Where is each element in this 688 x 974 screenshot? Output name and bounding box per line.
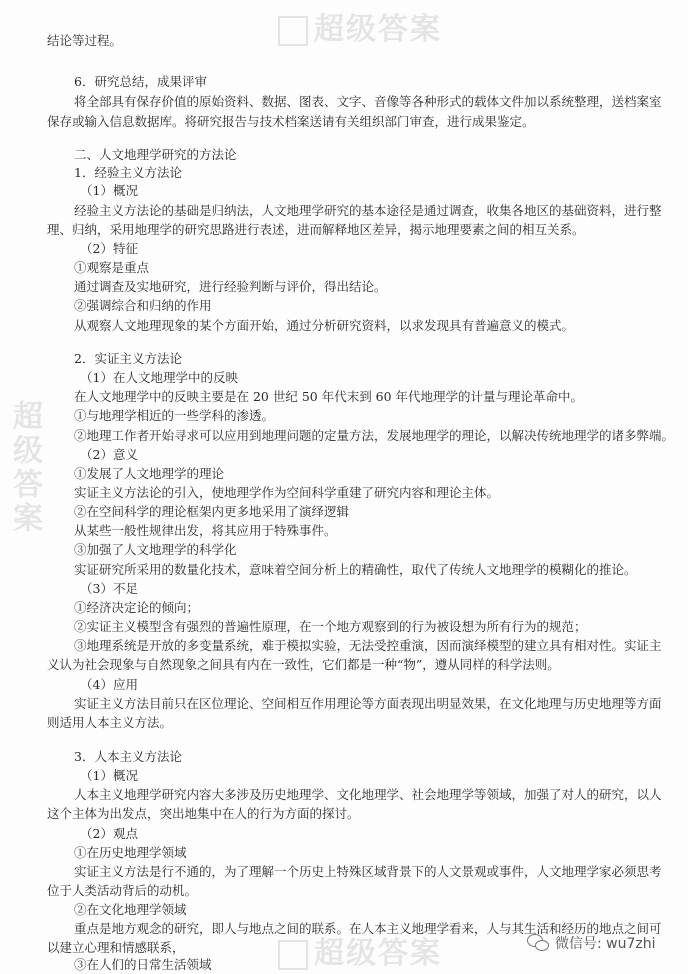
watermark-bottom: 超级答案	[278, 928, 442, 972]
text-line: 在人文地理学中的反映主要是在 20 世纪 50 年代末到 60 年代地理学的计量与理论革命中。	[74, 389, 584, 404]
item-heading: ①在历史地理学领域	[74, 845, 187, 860]
text-line: 实证主义方法论的引入，使地理学作为空间科学重建了研究内容和理论主体。	[74, 485, 500, 500]
section-heading: 3．人本主义方法论	[74, 749, 182, 764]
subsection-heading: （3）不足	[80, 581, 138, 596]
text-line: 位于人类活动背后的动机。	[47, 883, 198, 898]
text-line: 实证主义方法是行不通的，为了理解一个历史上特殊区域背景下的人文景观或事件，人文地理学家必须思考	[74, 864, 662, 879]
watermark-seal-icon	[278, 16, 308, 46]
text-line: ③地理系统是开放的多变量系统，难于模拟实验，无法受控重演，因而演绎模型的建立具有相对性。实证主	[74, 638, 662, 653]
text-line: 理、归纳，采用地理学的研究思路进行表述，进而解释地区差异，揭示地理要素之间的相互关系。	[47, 222, 585, 237]
text-line: 人本主义地理学研究内容大多涉及历史地理学、文化地理学、社会地理学等领域，加强了对人的研究，以人	[74, 787, 662, 802]
wechat-icon	[527, 934, 549, 952]
text-line: 以建立心理和情感联系，	[47, 940, 185, 955]
text-line: ②实证主义模型含有强烈的普遍性原理，在一个地方观察到的行为被设想为所有行为的规范；	[74, 619, 587, 634]
text-line: ①与地理学相近的一些学科的渗透。	[74, 408, 275, 423]
text-line: 经验主义方法论的基础是归纳法，人文地理学研究的基本途径是通过调查，收集各地区的基础资料，进行整	[74, 203, 662, 218]
text-line: 这个主体为出发点，突出地集中在人的行为方面的探讨。	[47, 806, 360, 821]
section-heading: 1．经验主义方法论	[74, 165, 182, 180]
subsection-heading: （4）应用	[80, 677, 138, 692]
text-line: 从观察人文地理现象的某个方面开始，通过分析研究资料，以求发现具有普遍意义的模式。	[74, 318, 575, 333]
item-heading: ②强调综合和归纳的作用	[74, 298, 212, 313]
text-line: 保存或输入信息数据库。将研究报告与技术档案送请有关组织部门审查，进行成果鉴定。	[47, 114, 535, 129]
text-line: 则适用人本主义方法。	[47, 715, 173, 730]
wechat-id-label: 微信号: wu7zhi	[555, 936, 656, 952]
text-line: ①经济决定论的倾向；	[74, 600, 200, 615]
subsection-heading: （1）在人文地理学中的反映	[80, 370, 238, 385]
text-line: 义认为社会现象与自然现象之间具有内在一致性，它们都是一种“物”，遵从同样的科学法则。	[47, 657, 560, 672]
text-line: 实证主义方法目前只在区位理论、空间相互作用理论等方面表现出明显效果，在文化地理与历史地理等方面	[74, 696, 662, 711]
section-heading: 2．实证主义方法论	[74, 351, 182, 366]
text-line: 将全部具有保存价值的原始资料、数据、图表、文字、音像等各种形式的载体文件加以系统整理，送档案室	[74, 94, 662, 109]
wechat-id-badge	[527, 933, 656, 953]
watermark-top: 超级答案	[278, 4, 442, 48]
text-line: 结论等过程。	[47, 33, 123, 48]
item-heading: ③加强了人文地理学的科学化	[74, 542, 237, 557]
watermark-side: 超级答案	[7, 400, 42, 536]
text-line: 从某些一般性规律出发，将其应用于特殊事件。	[74, 523, 337, 538]
text-line: 通过调查及实地研究，进行经验判断与评价，得出结论。	[74, 279, 387, 294]
section-heading: 二、人文地理学研究的方法论	[74, 147, 237, 162]
subsection-heading: （2）特征	[80, 241, 138, 256]
item-heading: ③在人们的日常生活领域	[74, 957, 212, 972]
item-heading: ①发展了人文地理学的理论	[74, 466, 225, 481]
subsection-heading: （1）概况	[80, 768, 138, 783]
item-heading: ①观察是重点	[74, 260, 150, 275]
subsection-heading: （2）意义	[80, 447, 138, 462]
item-heading: ②在文化地理学领域	[74, 902, 187, 917]
item-heading: ②在空间科学的理论框架内更多地采用了演绎逻辑	[74, 504, 350, 519]
section-heading: 6．研究总结，成果评审	[74, 74, 207, 89]
text-line: ②地理工作者开始寻求可以应用到地理问题的定量方法，发展地理学的理论，以解决传统地理学的诸多弊端。	[74, 428, 675, 443]
watermark-seal-icon	[278, 940, 308, 970]
text-line: 重点是地方观念的研究，即人与地点之间的联系。在人本主义地理学看来，人与其生活和经历的地点之间可	[74, 921, 662, 936]
subsection-heading: （1）概况	[80, 183, 138, 198]
subsection-heading: （2）观点	[80, 826, 138, 841]
text-line: 实证研究所采用的数量化技术，意味着空间分析上的精确性，取代了传统人文地理学的模糊化的推论。	[74, 562, 637, 577]
